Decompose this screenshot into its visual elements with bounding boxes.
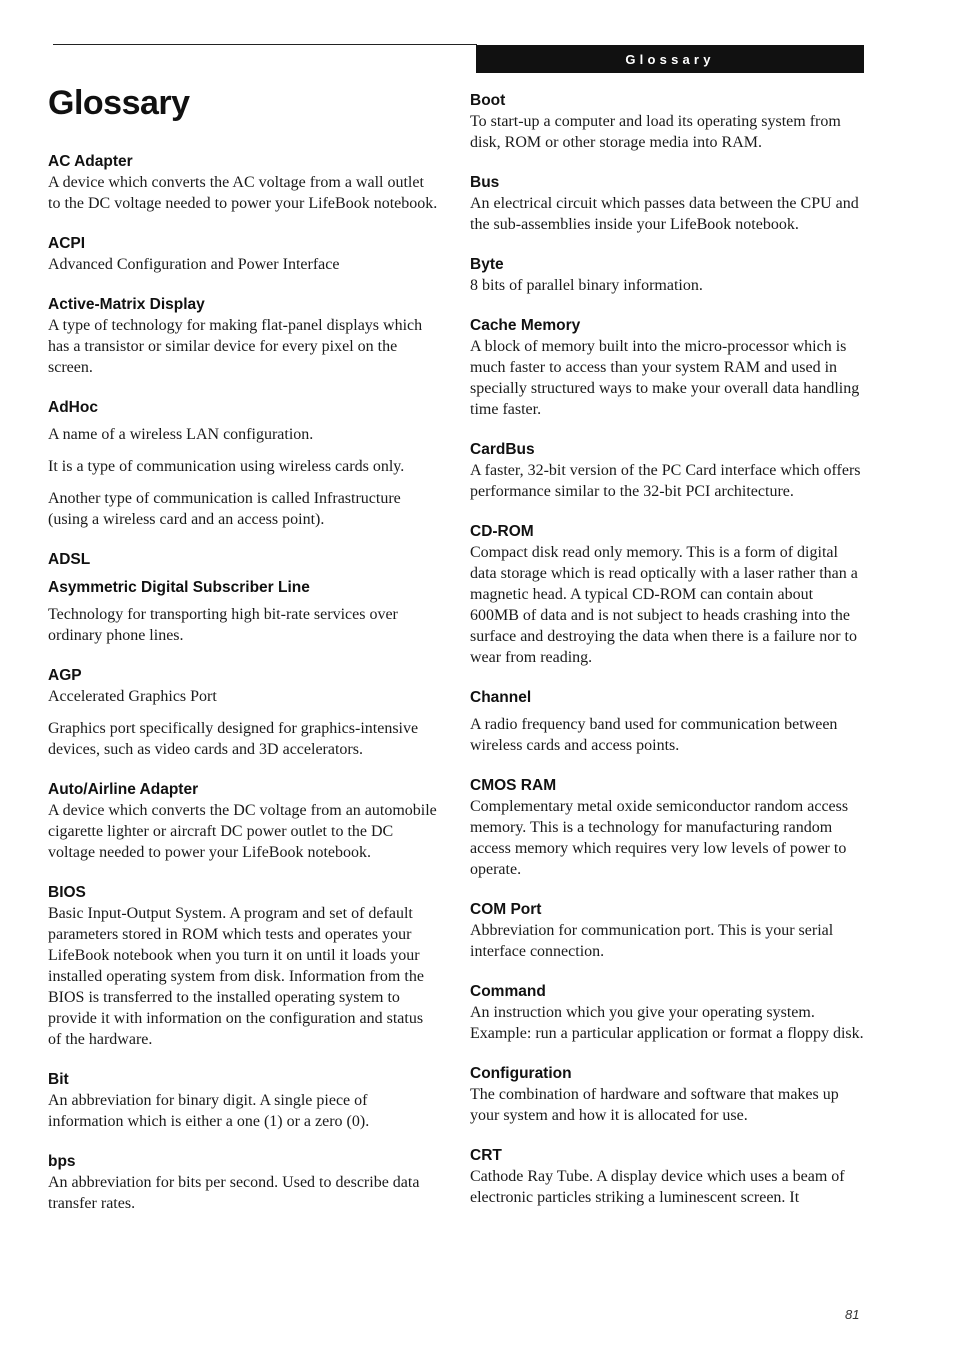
glossary-definition: Technology for transporting high bit-rate services over ordinary phone lines. — [48, 606, 398, 644]
glossary-term: Channel — [470, 689, 532, 706]
glossary-definition: A device which converts the DC voltage from an automobile cigarette lighter or aircraft DC power outlet to the DC voltage needed to power your LifeBook notebook. — [48, 802, 437, 861]
glossary-entry-bios — [48, 881, 440, 1050]
page-title: Glossary — [48, 84, 190, 122]
glossary-term: COM Port — [470, 901, 542, 918]
glossary-term: AC Adapter — [48, 153, 133, 170]
glossary-entry-ac-adapter — [48, 150, 440, 214]
glossary-term: AdHoc — [48, 399, 98, 416]
glossary-definition: An instruction which you give your operating system. Example: run a particular application or format a floppy disk. — [470, 1004, 864, 1042]
glossary-definition: Cathode Ray Tube. A display device which uses a beam of electronic particles striking a luminescent screen. It — [470, 1168, 845, 1206]
glossary-entry-bit — [48, 1068, 440, 1132]
glossary-definition: A device which converts the AC voltage from a wall outlet to the DC voltage needed to power your LifeBook notebook. — [48, 174, 438, 212]
glossary-entry-cardbus — [470, 438, 864, 502]
glossary-definition: Another type of communication is called Infrastructure (using a wireless card and an access point). — [48, 490, 401, 528]
section-header-bar: Glossary — [476, 45, 864, 73]
glossary-entry-byte — [470, 253, 864, 296]
glossary-subterm: Asymmetric Digital Subscriber Line — [48, 579, 310, 596]
glossary-definition: Basic Input-Output System. A program and set of default parameters stored in ROM which tests and operates your LifeBook notebook when you turn it on until it loads your installed operating system from disk. Information from the BIOS is transferred to the installed operating system to provide it with information on the configuration and status of the hardware. — [48, 905, 424, 1048]
glossary-term: ADSL — [48, 551, 91, 568]
glossary-term: Configuration — [470, 1065, 572, 1082]
glossary-entry-configuration — [470, 1062, 864, 1126]
glossary-definition: It is a type of communication using wireless cards only. — [48, 458, 405, 475]
glossary-term: Active-Matrix Display — [48, 296, 205, 313]
glossary-definition: A type of technology for making flat-panel displays which has a transistor or similar device for every pixel on the screen. — [48, 317, 423, 376]
glossary-definition: A name of a wireless LAN configuration. — [48, 426, 314, 443]
glossary-term: bps — [48, 1153, 76, 1170]
glossary-entry-cmos-ram — [470, 774, 864, 880]
glossary-definition: Complementary metal oxide semiconductor random access memory. This is a technology for manufacturing random access memory which requires very low levels of power to operate. — [470, 798, 849, 878]
glossary-entry-crt — [470, 1144, 864, 1208]
glossary-entry-adhoc — [48, 396, 440, 530]
glossary-term: Cache Memory — [470, 317, 581, 334]
glossary-term: Auto/Airline Adapter — [48, 781, 199, 798]
glossary-term: Command — [470, 983, 546, 1000]
page-number: 81 — [845, 1307, 860, 1322]
glossary-entry-agp — [48, 664, 440, 760]
glossary-definition: To start-up a computer and load its operating system from disk, ROM or other storage media into RAM. — [470, 113, 841, 151]
glossary-entry-com-port — [470, 898, 864, 962]
glossary-definition: A faster, 32-bit version of the PC Card interface which offers performance similar to the 32-bit PCI architecture. — [470, 462, 861, 500]
glossary-column-right — [470, 89, 864, 1226]
glossary-definition: An electrical circuit which passes data between the CPU and the sub-assemblies inside your LifeBook notebook. — [470, 195, 859, 233]
glossary-term: CMOS RAM — [470, 777, 557, 794]
glossary-definition: An abbreviation for binary digit. A single piece of information which is either a one (1) or a zero (0). — [48, 1092, 370, 1130]
glossary-entry-acpi — [48, 232, 440, 275]
glossary-definition: Abbreviation for communication port. This is your serial interface connection. — [470, 922, 834, 960]
glossary-term: CD-ROM — [470, 523, 534, 540]
glossary-term: BIOS — [48, 884, 86, 901]
glossary-entry-auto-airline-adapter — [48, 778, 440, 863]
glossary-term: Bus — [470, 174, 500, 191]
glossary-entry-cache-memory — [470, 314, 864, 420]
glossary-definition: 8 bits of parallel binary information. — [470, 277, 703, 294]
glossary-term: Boot — [470, 92, 506, 109]
glossary-definition: A block of memory built into the micro-processor which is much faster to access than your system RAM and used in specially structured ways to make your overall data handling time faster. — [470, 338, 860, 418]
glossary-entry-boot — [470, 89, 864, 153]
glossary-entry-bps — [48, 1150, 440, 1214]
glossary-term: AGP — [48, 667, 82, 684]
glossary-term: CardBus — [470, 441, 535, 458]
glossary-definition: Compact disk read only memory. This is a form of digital data storage which is read optically with a laser rather than a magnetic head. A typical CD-ROM can contain about 600MB of data and is not subject to heads crashing into the surface and destroying the data when there is a failure nor to wear from reading. — [470, 544, 858, 666]
glossary-entry-command — [470, 980, 864, 1044]
glossary-definition: Accelerated Graphics Port — [48, 688, 217, 705]
glossary-entry-active-matrix-display — [48, 293, 440, 378]
glossary-definition: An abbreviation for bits per second. Used to describe data transfer rates. — [48, 1174, 420, 1212]
glossary-definition: A radio frequency band used for communication between wireless cards and access points. — [470, 716, 838, 754]
glossary-term: Byte — [470, 256, 504, 273]
glossary-term: CRT — [470, 1147, 502, 1164]
glossary-definition: The combination of hardware and software that makes up your system and how it is allocated for use. — [470, 1086, 839, 1124]
glossary-entry-adsl — [48, 548, 440, 646]
glossary-definition: Advanced Configuration and Power Interface — [48, 256, 340, 273]
glossary-term: Bit — [48, 1071, 69, 1088]
glossary-term: ACPI — [48, 235, 86, 252]
glossary-entry-channel — [470, 686, 864, 756]
glossary-entry-cd-rom — [470, 520, 864, 668]
header-rule — [53, 44, 477, 45]
glossary-entry-bus — [470, 171, 864, 235]
glossary-column-left — [48, 150, 440, 1232]
glossary-definition: Graphics port specifically designed for graphics-intensive devices, such as video cards and 3D accelerators. — [48, 720, 419, 758]
